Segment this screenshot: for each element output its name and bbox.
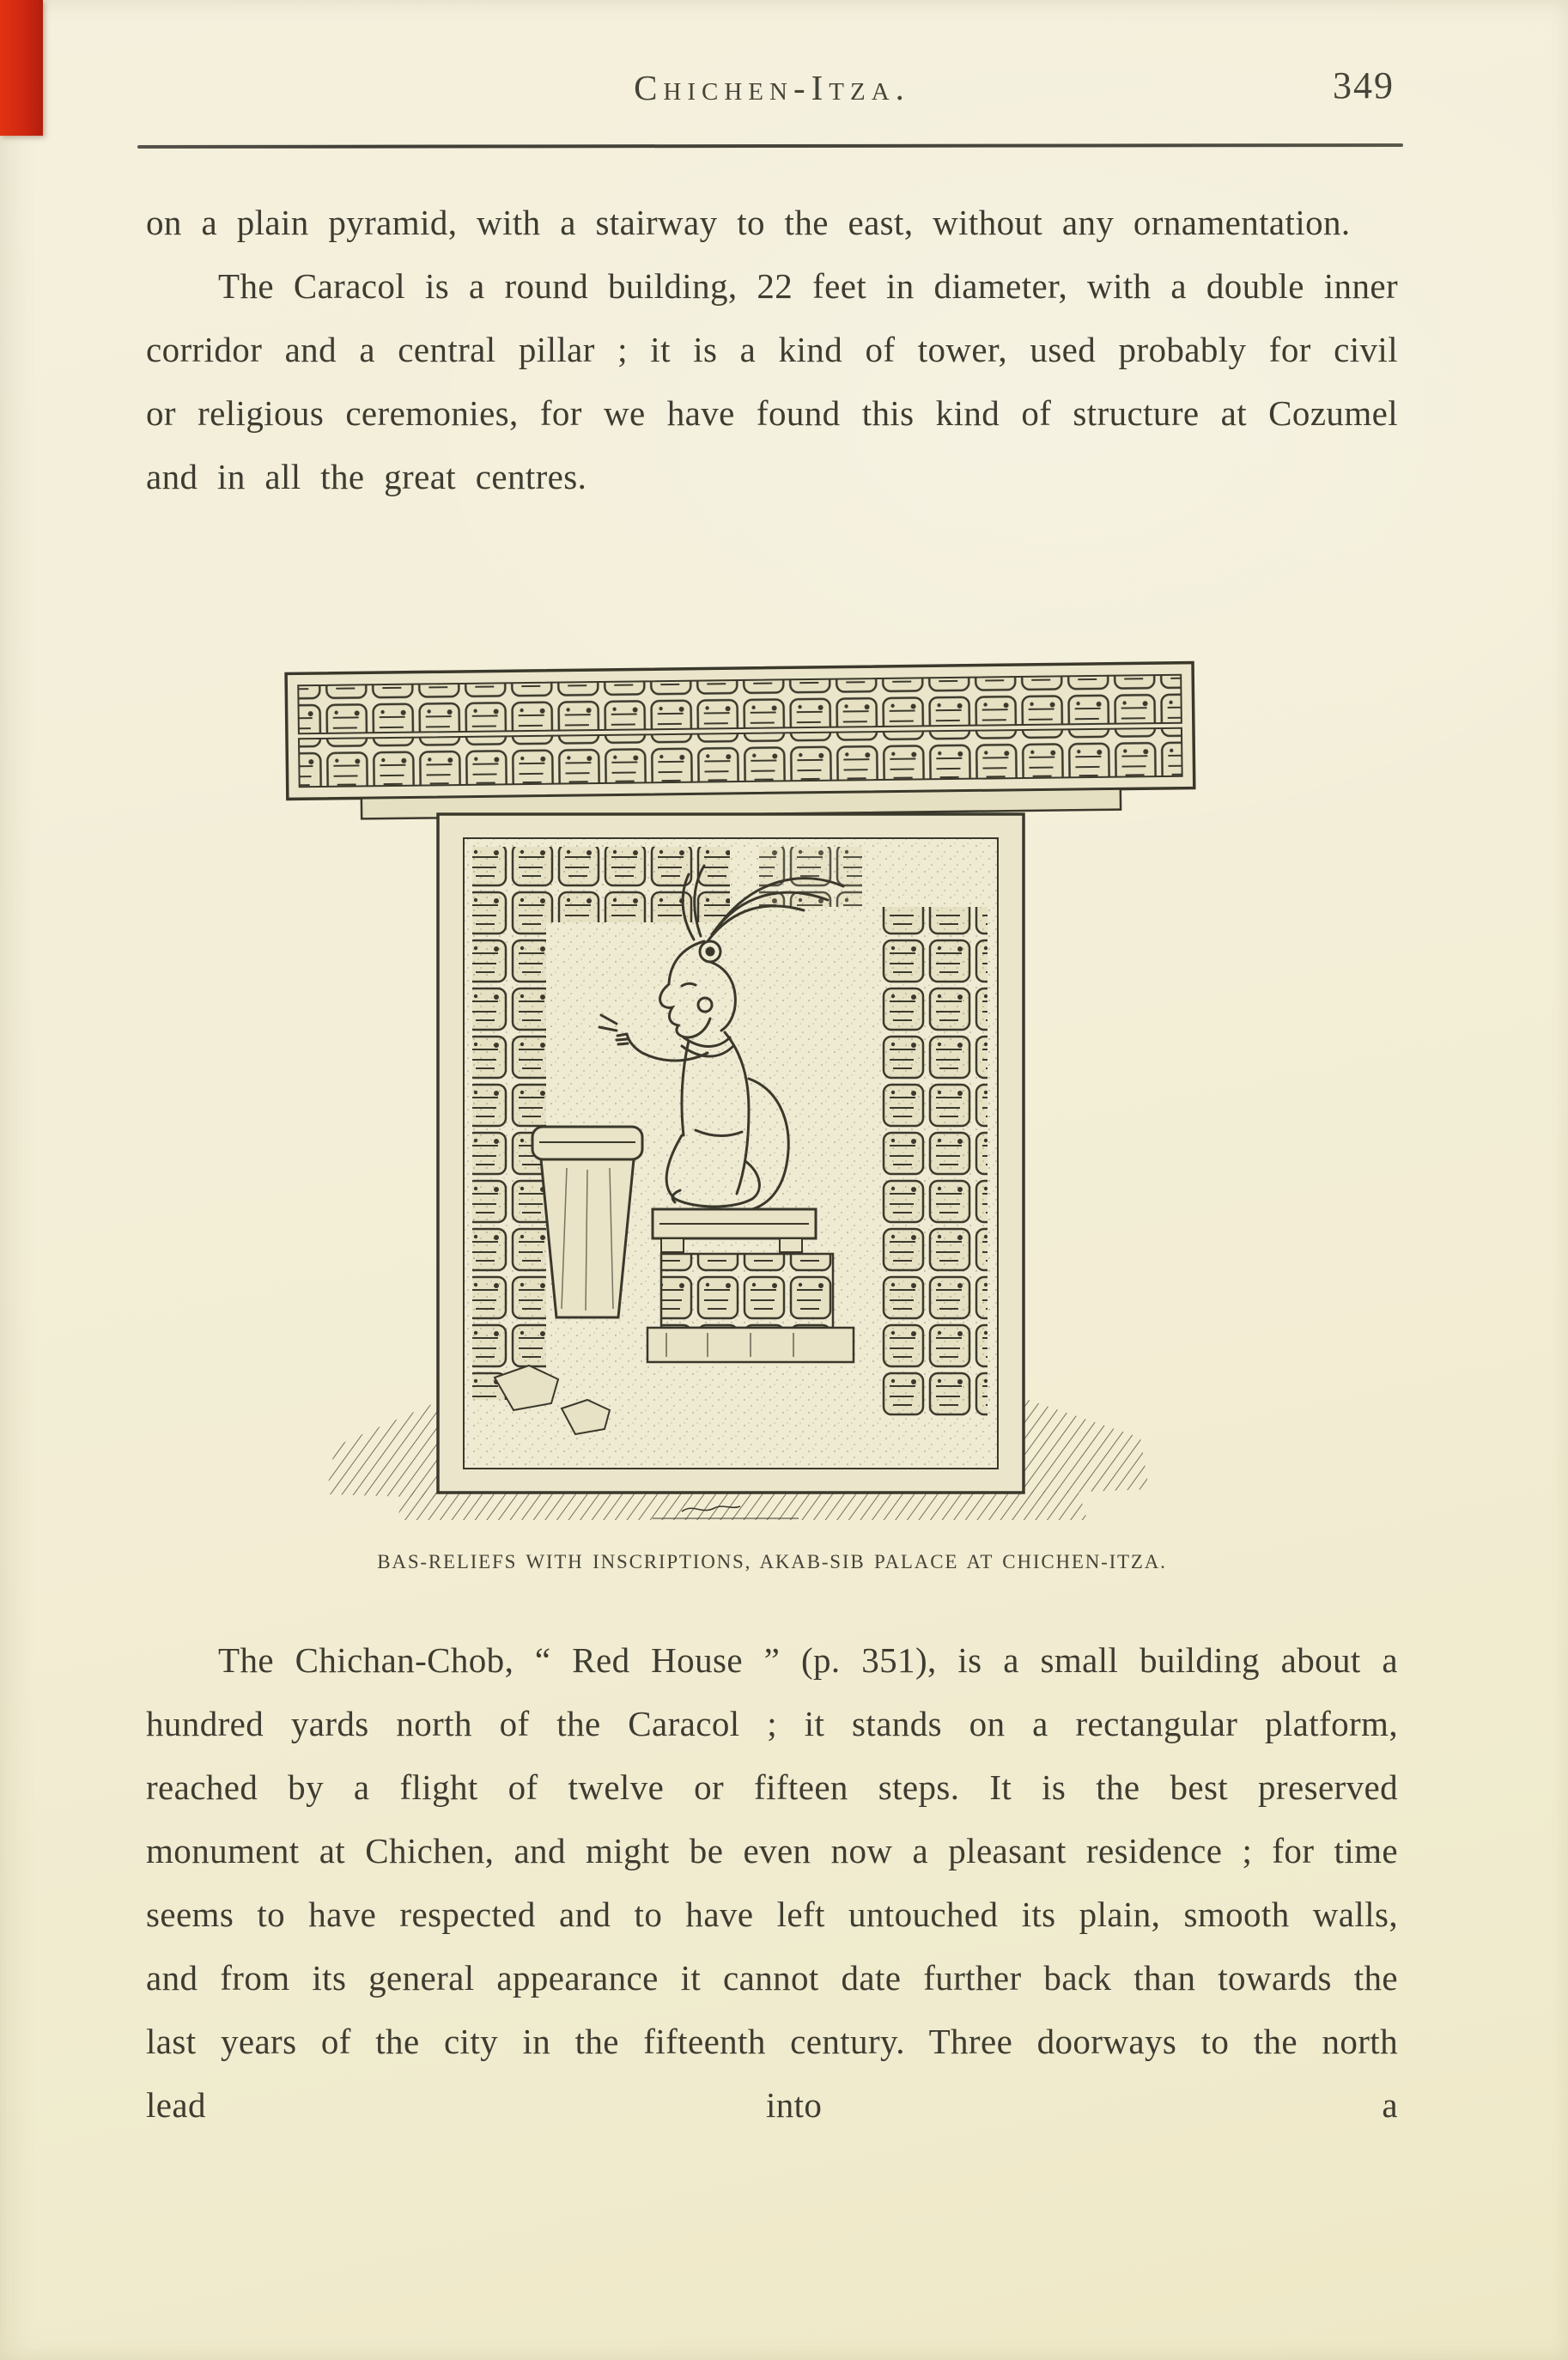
red-bookmark-ribbon [0,0,43,136]
paragraph-chichan-chob: The Chichan-Chob, “ Red House ” (p. 351), is a small building about a hundred yards north of the Caracol ; it stands on a rectangular platform, reached by a flight of twelve or fifteen steps. It is the best preserved monument at Chichen, and might be even now a pleasant residence ; for time seems to have respected and to have left untouched its plain, smooth walls, and from its general appearance it cannot date further back than towards the last years of the city in the fifteenth century. Three doorways to the north lead into a [146,1640,1398,2125]
paragraph-caracol: The Caracol is a round building, 22 feet in diameter, with a double inner corridor and a central pillar ; it is a kind of tower, used probably for civil or religious ceremonies, for we have found this kind of structure at Cozumel and in all the great centres. [146,266,1398,496]
paragraph-continuation: on a plain pyramid, with a stairway to the east, without any ornamentation. [146,203,1351,242]
running-header [146,64,1398,119]
bas-relief-engraving [278,649,1202,1534]
text-block-upper [146,191,1398,508]
text-block-lower [146,1628,1398,2137]
header-rule [137,143,1403,149]
page-number: 349 [1333,64,1395,106]
figure-caption: BAS-RELIEFS WITH INSCRIPTIONS, AKAB-SIB PALACE AT CHICHEN-ITZA. [377,1551,1167,1572]
page-title: Chichen-Itza. [634,68,910,107]
glyph-lintel [286,663,1194,820]
figure [278,649,1202,1534]
